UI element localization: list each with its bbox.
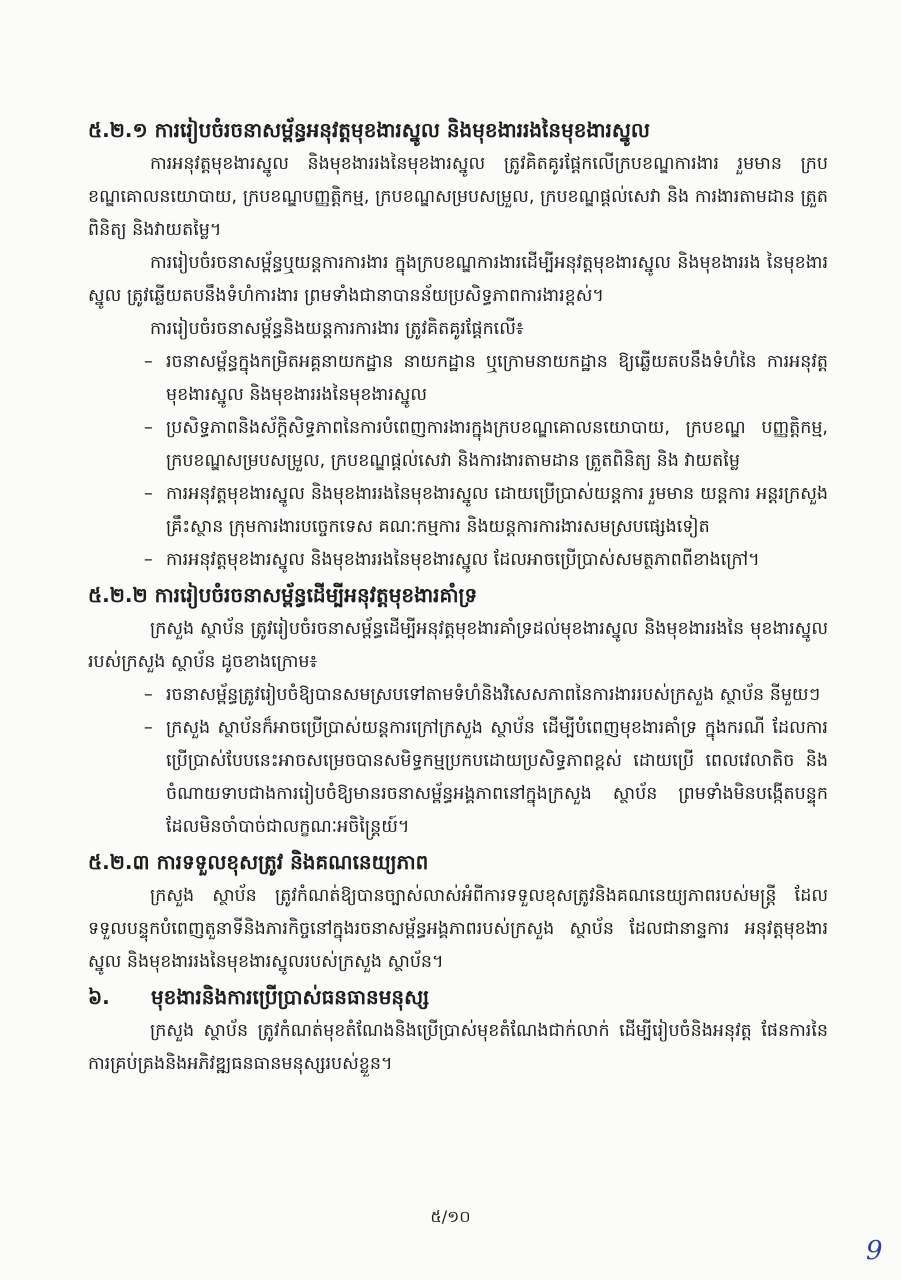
paragraph: ការអនុវត្តមុខងារស្នូល និងមុខងាររងនៃមុខងារស្នូល ត្រូវគិតគូរផ្ដែកលើក្របខណ្ឌការងារ រួមមាន ក្របខណ្ឌគោលនយោបាយ, ក្របខណ្ឌបញ្ញត្តិកម្ម, ក្របខណ្ឌសម្របសម្រួល, ក្របខណ្ឌផ្ដល់សេវា និង ការងារតាមដាន ត្រួតពិនិត្យ និងវាយតម្លៃ។ xyxy=(88,154,828,240)
handwritten-mark: 9 xyxy=(866,1236,883,1266)
section-title: មុខងារនិងការប្រើប្រាស់ធនធានមនុស្ស xyxy=(150,985,430,1009)
section-title: ការរៀបចំរចនាសម្ព័ន្ធអនុវត្តមុខងារស្នូល និងមុខងាររងនៃមុខងារស្នូល xyxy=(154,118,650,142)
section-title: ការទទួលខុសត្រូវ និងគណនេយ្យភាព xyxy=(156,850,429,874)
section-heading-5-2-2 xyxy=(88,577,828,613)
list-item: – ក្រសួង ស្ថាប័នក៏អាចប្រើប្រាស់យន្តការក្រៅក្រសួង ស្ថាប័ន ដើម្បីបំពេញមុខងារគាំទ្រ ក្នុងករណី ដែលការប្រើប្រាស់បែបនេះអាចសម្រេចបានសមិទ្ធកម្មប្រកបដោយប្រសិទ្ធភាពខ្ពស់ ដោយប្រើ ពេលវេលាតិច និងចំណាយទាបជាងការរៀបចំឱ្យមានរចនាសម្ព័ន្ធអង្គភាពនៅក្នុងក្រសួង ស្ថាប័ន ព្រមទាំងមិនបង្កើតបន្ទុកដែលមិនចាំបាច់ជាលក្ខណៈអចិន្ត្រៃយ៍។ xyxy=(144,718,828,837)
bullet-list xyxy=(88,346,828,577)
list-item: – រចនាសម្ព័ន្ធត្រូវរៀបចំឱ្យបានសមស្របទៅតាមទំហំនិងវិសេសភាពនៃការងាររបស់ក្រសួង ស្ថាប័ន នីមួយៗ xyxy=(144,685,821,705)
section-heading-6 xyxy=(88,979,828,1015)
list-item: – ប្រសិទ្ធភាពនិងស័ក្តិសិទ្ធភាពនៃការបំពេញការងារក្នុងក្របខណ្ឌគោលនយោបាយ, ក្របខណ្ឌ បញ្ញត្តិកម្ម, ក្របខណ្ឌសម្របសម្រួល, ក្របខណ្ឌផ្ដល់សេវា និងការងារតាមដាន ត្រួតពិនិត្យ និង វាយតម្លៃ xyxy=(144,418,828,471)
section-number: ៥.២.២ xyxy=(88,583,148,607)
paragraph: ការរៀបចំរចនាសម្ព័ន្ធឬយន្តការការងារ ក្នុងក្របខណ្ឌការងារដើម្បីអនុវត្តមុខងារស្នូល និងមុខងាររង នៃមុខងារស្នូល ត្រូវឆ្លើយតបនឹងទំហំការងារ ព្រមទាំងជានាបានន័យប្រសិទ្ធភាពការងារខ្ពស់។ xyxy=(88,253,828,306)
list-item: – ការអនុវត្តមុខងារស្នូល និងមុខងាររងនៃមុខងារស្នូល ដែលអាចប្រើប្រាស់សមត្ថភាពពីខាងក្រៅ។ xyxy=(144,550,760,570)
paragraph: ការរៀបចំរចនាសម្ព័ន្ធនិងយន្តការការងារ ត្រូវគិតគូរផ្ដែកលើ៖ xyxy=(150,319,524,339)
page-number: ៥/១០ xyxy=(430,1207,471,1226)
document-body xyxy=(88,112,828,1081)
paragraph: ក្រសួង ស្ថាប័ន ត្រូវកំណត់ឱ្យបានច្បាស់លាស់អំពីការទទួលខុសត្រូវនិងគណនេយ្យភាពរបស់មន្ត្រី ដែលទទួលបន្ទុកបំពេញតួនាទីនិងភារកិច្ចនៅក្នុងរចនាសម្ព័ន្ធអង្គភាពរបស់ក្រសួង ស្ថាប័ន ដែលជានាន្ទការ អនុវត្តមុខងារស្នូល និងមុខងាររងនៃមុខងារស្នូលរបស់ក្រសួង ស្ថាប័ន។ xyxy=(88,886,828,972)
section-title: ការរៀបចំរចនាសម្ព័ន្ធដើម្បីអនុវត្តមុខងារគាំទ្រ xyxy=(154,583,478,607)
section-number: ៦. xyxy=(88,985,110,1009)
section-heading-5-2-3 xyxy=(88,844,828,880)
section-number: ៥.២.៣ xyxy=(88,850,150,874)
paragraph: ក្រសួង ស្ថាប័ន ត្រូវកំណត់មុខតំណែងនិងប្រើប្រាស់មុខតំណែងជាក់លាក់ ដើម្បីរៀបចំនិងអនុវត្ត ផែនការនៃការគ្រប់គ្រងនិងអភិវឌ្ឍធនធានមនុស្សរបស់ខ្លួន។ xyxy=(88,1021,828,1074)
list-item: – រចនាសម្ព័ន្ធក្នុងកម្រិតអគ្គនាយកដ្ឋាន នាយកដ្ឋាន ឬក្រោមនាយកដ្ឋាន ឱ្យឆ្លើយតបនឹងទំហំនៃ ការអនុវត្តមុខងារស្នូល និងមុខងាររងនៃមុខងារស្នូល xyxy=(144,352,828,405)
paragraph: ក្រសួង ស្ថាប័ន ត្រូវរៀបចំរចនាសម្ព័ន្ធដើម្បីអនុវត្តមុខងារគាំទ្រដល់មុខងារស្នូល និងមុខងាររងនៃ មុខងារស្នូលរបស់ក្រសួង ស្ថាប័ន ដូចខាងក្រោម៖ xyxy=(88,619,828,672)
section-number: ៥.២.១ xyxy=(88,118,148,142)
section-heading-5-2-1 xyxy=(88,112,828,148)
list-item: – ការអនុវត្តមុខងារស្នូល និងមុខងាររងនៃមុខងារស្នូល ដោយប្រើប្រាស់យន្តការ រួមមាន យន្តការ អន្តរក្រសួង គ្រឹះស្ថាន ក្រុមការងារបច្ចេកទេស គណៈកម្មការ និងយន្តការការងារសមស្របផ្សេងទៀត xyxy=(144,484,828,537)
bullet-list xyxy=(88,679,828,844)
